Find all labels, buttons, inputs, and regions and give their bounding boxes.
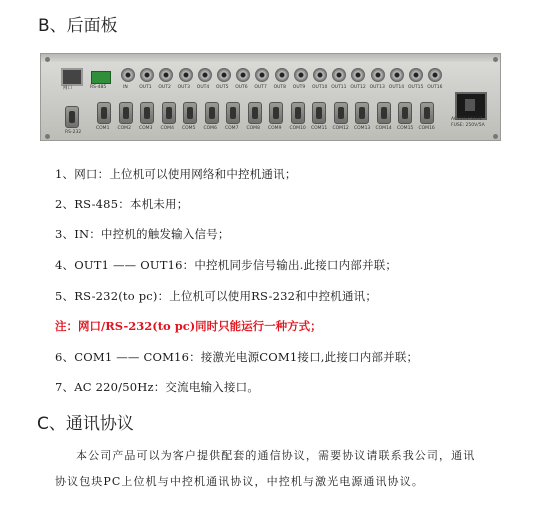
- rear-panel-image: [40, 53, 501, 141]
- out-label: OUT7: [254, 85, 267, 90]
- screw-icon: [45, 57, 50, 62]
- out-label: OUT9: [292, 85, 306, 90]
- section-b-title: B、后面板: [38, 16, 118, 36]
- com-label: COM10: [289, 126, 306, 131]
- eth-label: 网口: [63, 86, 72, 91]
- out-label: OUT2: [158, 85, 171, 90]
- warning-note: 注：网口/RS-232(to pc)同时只能运行一种方式；: [55, 319, 322, 333]
- out-bnc-connector-icon: [371, 68, 385, 82]
- screw-icon: [493, 134, 498, 139]
- list-item-4: 4、OUT1 —— OUT16：中控机同步信号输出.此接口内部并联；: [55, 258, 398, 272]
- ac-label: AC220V/50HZ: [451, 117, 483, 122]
- com-connector-icon: [420, 102, 434, 124]
- com-label: COM8: [246, 126, 260, 131]
- com-connector-icon: [355, 102, 369, 124]
- list-item-3: 3、IN：中控机的触发输入信号；: [55, 227, 230, 241]
- out-label: OUT6: [235, 85, 248, 90]
- out-label: OUT10: [312, 85, 328, 90]
- com-label: COM7: [225, 126, 239, 131]
- out-label: OUT16: [427, 85, 443, 90]
- out-bnc-connector-icon: [332, 68, 346, 82]
- out-bnc-connector-icon: [255, 68, 269, 82]
- com-label: COM1: [96, 126, 110, 131]
- screw-icon: [493, 57, 498, 62]
- out-label: OUT1: [139, 85, 152, 90]
- out-bnc-connector-icon: [409, 68, 423, 82]
- com-label: COM5: [182, 126, 196, 131]
- com-label: COM15: [397, 126, 414, 131]
- com-connector-icon: [291, 102, 305, 124]
- com-connector-icon: [205, 102, 219, 124]
- out-bnc-connector-icon: [294, 68, 308, 82]
- com-connector-icon: [119, 102, 133, 124]
- com-connector-icon: [377, 102, 391, 124]
- com-label: COM12: [332, 126, 349, 131]
- com-connector-icon: [140, 102, 154, 124]
- out-bnc-connector-icon: [428, 68, 442, 82]
- out-bnc-connector-icon: [159, 68, 173, 82]
- out-label: OUT11: [331, 85, 347, 90]
- out-label: OUT8: [273, 85, 287, 90]
- com-connector-icon: [334, 102, 348, 124]
- list-item-7: 7、AC 220/50Hz：交流电输入接口。: [55, 380, 260, 394]
- com-label: COM13: [354, 126, 371, 131]
- list-item-1: 1、网口：上位机可以使用网络和中控机通讯；: [55, 167, 297, 181]
- com-connector-icon: [226, 102, 240, 124]
- rs485-terminal-icon: [91, 71, 111, 84]
- out-label: OUT12: [350, 85, 366, 90]
- list-item-6: 6、COM1 —— COM16：接激光电源COM1接口,此接口内部并联；: [55, 350, 419, 364]
- out-bnc-connector-icon: [179, 68, 193, 82]
- out-bnc-connector-icon: [217, 68, 231, 82]
- rs232-connector-icon: [65, 106, 79, 128]
- power-inlet-icon: [455, 92, 487, 120]
- com-connector-icon: [248, 102, 262, 124]
- panel-top-rail: [41, 54, 500, 62]
- rs232-label: RS-232: [65, 130, 82, 135]
- paragraph-line-1: 本公司产品可以为客户提供配套的通信协议，需要协议请联系我公司，通讯: [76, 449, 476, 462]
- list-item-5: 5、RS-232(to pc)：上位机可以使用RS-232和中控机通讯；: [55, 289, 378, 303]
- out-bnc-connector-icon: [198, 68, 212, 82]
- com-connector-icon: [97, 102, 111, 124]
- out-label: OUT3: [177, 85, 191, 90]
- out-bnc-connector-icon: [351, 68, 365, 82]
- out-label: OUT14: [388, 85, 405, 90]
- com-label: COM9: [268, 126, 282, 131]
- com-label: COM16: [418, 126, 435, 131]
- in-label: IN: [123, 85, 128, 90]
- out-bnc-connector-icon: [275, 68, 289, 82]
- out-label: OUT15: [408, 85, 424, 90]
- com-connector-icon: [398, 102, 412, 124]
- out-bnc-connector-icon: [236, 68, 250, 82]
- com-label: COM14: [375, 126, 392, 131]
- fuse-label: FUSE: 250V/5A: [451, 123, 485, 128]
- in-bnc-connector-icon: [121, 68, 135, 82]
- paragraph-line-2: 协议包块PC上位机与中控机通讯协议，中控机与激光电源通讯协议。: [55, 475, 424, 488]
- out-bnc-connector-icon: [390, 68, 404, 82]
- com-label: COM3: [139, 126, 153, 131]
- rs485-label: RS-485: [90, 85, 107, 90]
- com-label: COM4: [160, 126, 174, 131]
- com-label: COM11: [311, 126, 328, 131]
- com-connector-icon: [183, 102, 197, 124]
- list-item-2: 2、RS-485：本机未用；: [55, 197, 189, 211]
- out-label: OUT4: [196, 85, 210, 90]
- out-label: OUT13: [369, 85, 385, 90]
- com-connector-icon: [269, 102, 283, 124]
- out-label: OUT5: [216, 85, 229, 90]
- out-bnc-connector-icon: [313, 68, 327, 82]
- screw-icon: [45, 134, 50, 139]
- out-bnc-connector-icon: [140, 68, 154, 82]
- com-connector-icon: [312, 102, 326, 124]
- com-label: COM2: [117, 126, 131, 131]
- com-label: COM6: [203, 126, 217, 131]
- ethernet-port-icon: [61, 68, 83, 86]
- section-c-title: C、通讯协议: [37, 414, 134, 434]
- com-connector-icon: [162, 102, 176, 124]
